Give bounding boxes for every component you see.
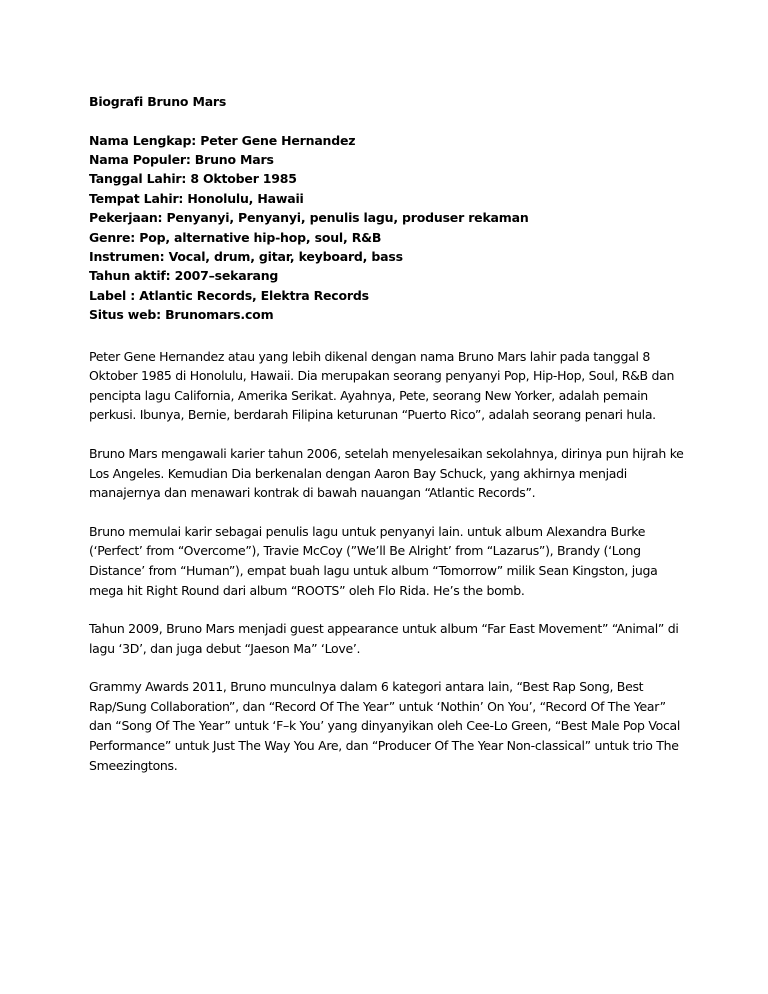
paragraph-2009: Tahun 2009, Bruno Mars menjadi guest appearance untuk album “Far East Movement” “Animal” di lagu ‘3D’, dan juga debut “Jaeson Ma” ‘Love’.: [89, 621, 679, 656]
document-title: Biografi Bruno Mars: [89, 94, 227, 109]
info-birth-place: Tempat Lahir: Honolulu, Hawaii: [89, 190, 304, 206]
info-birth-date: Tanggal Lahir: 8 Oktober 1985: [89, 171, 297, 187]
paragraph-songwriting: Bruno memulai karir sebagai penulis lagu untuk penyanyi lain. untuk album Alexandra Burke (‘Perfect’ from “Overcome”), Travie McCoy (”We’ll Be Alright’ from “Lazarus”), Brandy (‘Long Distance’ from “Human”), empat buah lagu untuk album “Tomorrow” milik Sean Kingston, juga mega hit Right Round dari album “ROOTS” oleh Flo Rida. He’s the bomb.: [89, 523, 658, 598]
info-genre: Genre: Pop, alternative hip-hop, soul, R&B: [89, 229, 382, 245]
info-occupation: Pekerjaan: Penyanyi, Penyanyi, penulis lagu, produser rekaman: [89, 210, 529, 226]
info-website: Situs web: Brunomars.com: [89, 307, 274, 323]
paragraph-grammy: Grammy Awards 2011, Bruno munculnya dalam 6 kategori antara lain, “Best Rap Song, Best Rap/Sung Collaboration”, dan “Record Of The Year” untuk ‘Nothin’ On You’, “Record Of The Year” dan “Song Of The Year” untuk ‘F–k You’ yang dinyanyikan oleh Cee-Lo Green, “Best Male Pop Vocal Performance” untuk Just The Way You Are, dan “Producer Of The Year Non-classical” untuk trio The Smeezingtons.: [89, 679, 681, 773]
info-list: [89, 131, 685, 325]
paragraph-intro: Peter Gene Hernandez atau yang lebih dikenal dengan nama Bruno Mars lahir pada tanggal 8 Oktober 1985 di Honolulu, Hawaii. Dia merupakan seorang penyanyi Pop, Hip-Hop, Soul, R&B dan pencipta lagu California, Amerika Serikat. Ayahnya, Pete, seorang New Yorker, adalah pemain perkusi. Ibunya, Bernie, berdarah Filipina keturunan “Puerto Rico”, adalah seorang penari hula.: [89, 348, 675, 423]
info-years-active: Tahun aktif: 2007–sekarang: [89, 268, 279, 284]
info-instruments: Instrumen: Vocal, drum, gitar, keyboard, bass: [89, 248, 403, 264]
info-popular-name: Nama Populer: Bruno Mars: [89, 151, 274, 167]
paragraph-career-start: Bruno Mars mengawali karier tahun 2006, setelah menyelesaikan sekolahnya, dirinya pun hijrah ke Los Angeles. Kemudian Dia berkenalan dengan Aaron Bay Schuck, yang akhirnya menjadi manajernya dan menawari kontrak di bawah nauangan “Atlantic Records”.: [89, 445, 684, 501]
info-full-name: Nama Lengkap: Peter Gene Hernandez: [89, 132, 356, 148]
document-page: [89, 92, 685, 794]
info-label: Label : Atlantic Records, Elektra Records: [89, 287, 369, 303]
